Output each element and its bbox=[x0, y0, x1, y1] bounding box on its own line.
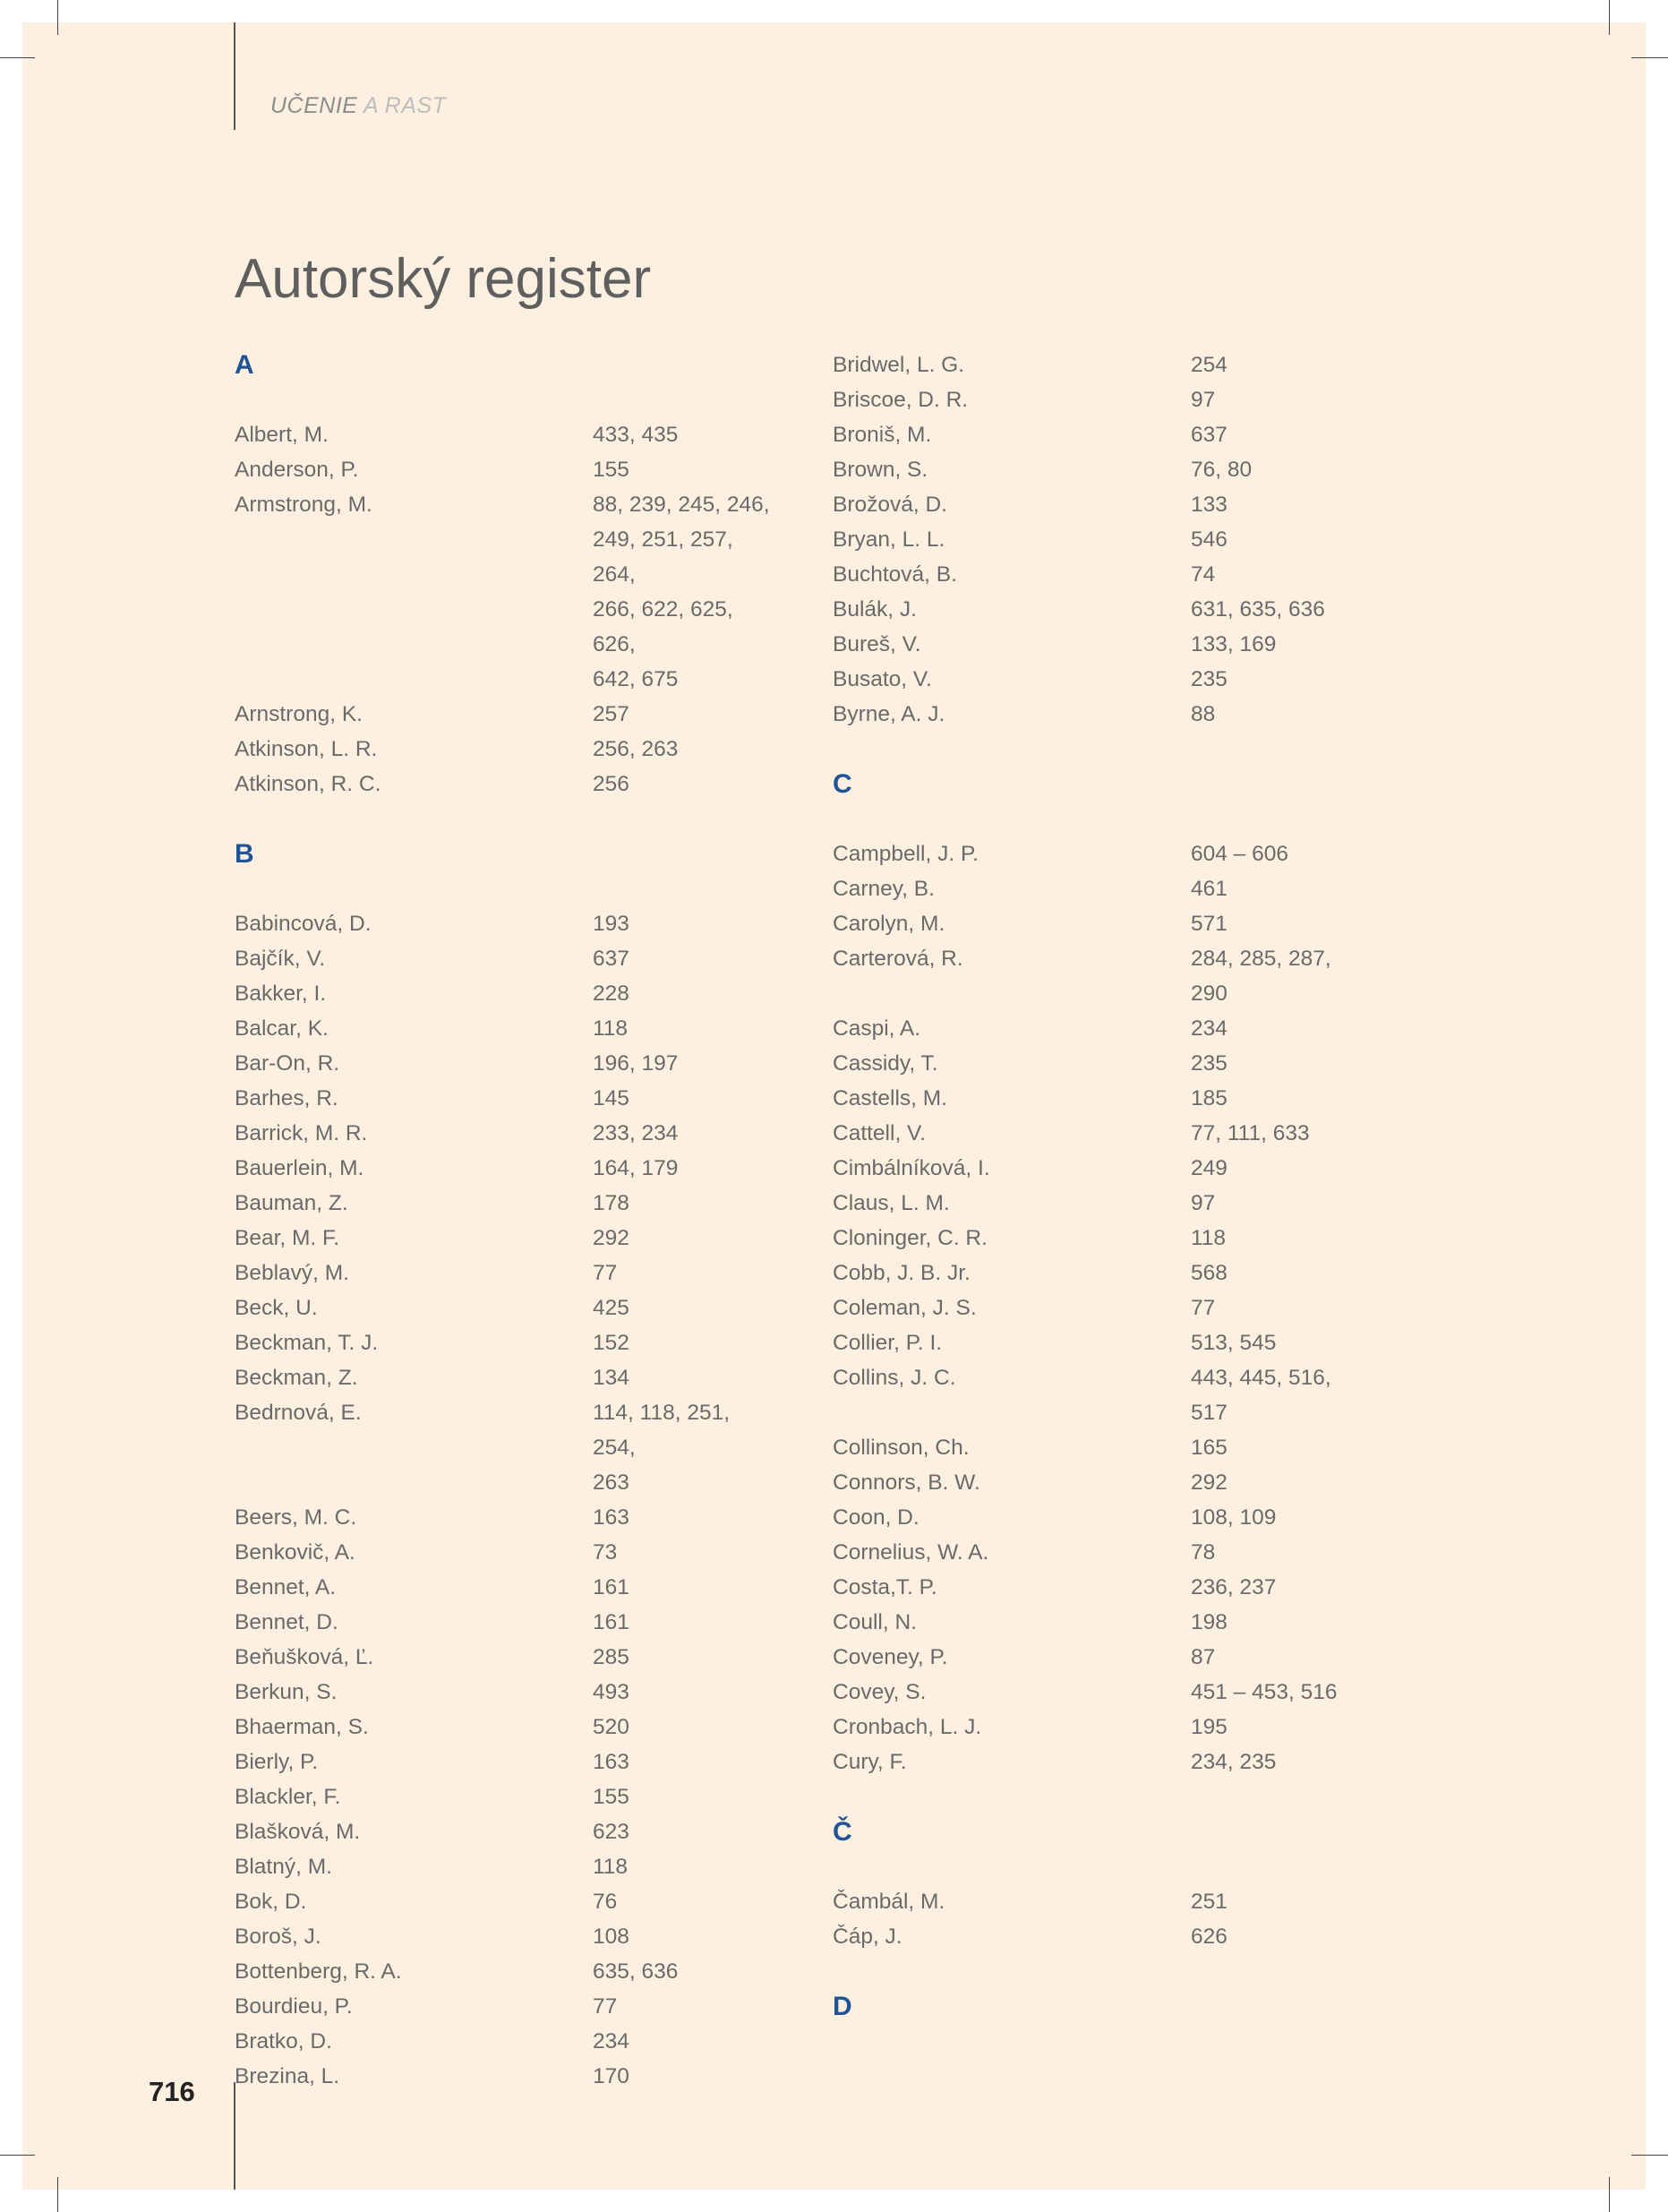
page-references: 163 bbox=[593, 1505, 629, 1530]
page-references: 178 bbox=[593, 1191, 629, 1215]
page-references: 170 bbox=[593, 2064, 629, 2088]
crop-mark bbox=[1609, 2177, 1610, 2212]
index-entry bbox=[235, 1640, 772, 1675]
author-name: Collinson, Ch. bbox=[833, 1436, 970, 1460]
index-entry bbox=[235, 417, 772, 452]
page-references: 118 bbox=[593, 1855, 629, 1879]
index-entry bbox=[833, 697, 1370, 732]
page-references: 443, 445, 516, 517 bbox=[1191, 1366, 1331, 1425]
page-references: 234 bbox=[593, 2029, 629, 2053]
author-name: Broniš, M. bbox=[833, 423, 932, 447]
author-name: Cimbálníková, I. bbox=[833, 1156, 990, 1180]
index-entry bbox=[235, 1814, 772, 1849]
page-references: 631, 635, 636 bbox=[1191, 597, 1325, 622]
author-name: Boroš, J. bbox=[235, 1925, 321, 1949]
author-name: Bierly, P. bbox=[235, 1750, 319, 1774]
page-references: 292 bbox=[1191, 1470, 1227, 1495]
author-name: Beňušková, Ľ. bbox=[235, 1645, 374, 1669]
author-name: Bourdieu, P. bbox=[235, 1994, 353, 2019]
author-name: Armstrong, M. bbox=[235, 493, 372, 517]
author-name: Connors, B. W. bbox=[833, 1470, 980, 1495]
index-section bbox=[833, 767, 1370, 1779]
page-references: 637 bbox=[593, 947, 629, 971]
page-references: 145 bbox=[593, 1086, 629, 1110]
right-column bbox=[833, 347, 1370, 2059]
running-head-sub: A RAST bbox=[357, 93, 447, 118]
index-entry bbox=[235, 2024, 772, 2059]
index-entry bbox=[235, 2059, 772, 2094]
author-name: Bryan, L. L. bbox=[833, 527, 945, 552]
page-references: 134 bbox=[593, 1366, 629, 1390]
index-entry bbox=[833, 1535, 1370, 1570]
page-references: 285 bbox=[593, 1645, 629, 1669]
index-entry bbox=[833, 1011, 1370, 1046]
crop-mark bbox=[57, 2177, 58, 2212]
index-entry bbox=[235, 1290, 772, 1325]
header-rule bbox=[234, 22, 235, 130]
page-references: 88 bbox=[1191, 702, 1216, 726]
index-entry bbox=[235, 1395, 772, 1500]
author-name: Cloninger, C. R. bbox=[833, 1226, 988, 1250]
page-references: 88, 239, 245, 246, 249, 251, 257, 264, 266, 622, 625, 626, 642, 675 bbox=[593, 493, 770, 691]
author-name: Carney, B. bbox=[833, 877, 935, 901]
index-entry bbox=[833, 1570, 1370, 1605]
author-name: Coon, D. bbox=[833, 1505, 920, 1530]
author-name: Cury, F. bbox=[833, 1750, 907, 1774]
page-references: 568 bbox=[1191, 1261, 1227, 1285]
page-references: 234 bbox=[1191, 1016, 1227, 1041]
index-entry bbox=[833, 1151, 1370, 1186]
author-name: Cornelius, W. A. bbox=[833, 1540, 989, 1565]
index-entry bbox=[833, 487, 1370, 522]
page-references: 236, 237 bbox=[1191, 1575, 1277, 1599]
index-entry bbox=[235, 697, 772, 732]
page-references: 77 bbox=[1191, 1296, 1216, 1320]
page-references: 513, 545 bbox=[1191, 1331, 1277, 1355]
author-name: Anderson, P. bbox=[235, 458, 359, 482]
index-section bbox=[833, 1814, 1370, 1954]
author-name: Beckman, T. J. bbox=[235, 1331, 379, 1355]
index-entry bbox=[235, 1221, 772, 1256]
page-references: 77 bbox=[593, 1261, 618, 1285]
author-name: Buchtová, B. bbox=[833, 562, 957, 587]
index-entry bbox=[833, 1710, 1370, 1745]
running-head-main: UČENIE bbox=[270, 93, 358, 118]
index-entry bbox=[235, 1325, 772, 1360]
index-entry bbox=[833, 1186, 1370, 1221]
index-entry bbox=[833, 1884, 1370, 1919]
page-references: 234, 235 bbox=[1191, 1750, 1277, 1774]
author-name: Collier, P. I. bbox=[833, 1331, 943, 1355]
page-references: 185 bbox=[1191, 1086, 1227, 1110]
author-name: Covey, S. bbox=[833, 1680, 927, 1704]
author-name: Bauman, Z. bbox=[235, 1191, 348, 1215]
index-entry bbox=[833, 1290, 1370, 1325]
crop-mark bbox=[57, 0, 58, 35]
author-name: Busato, V. bbox=[833, 667, 932, 691]
index-entry bbox=[235, 976, 772, 1011]
index-entry bbox=[235, 1605, 772, 1640]
author-name: Carolyn, M. bbox=[833, 912, 945, 936]
index-section bbox=[833, 1989, 1370, 2024]
index-entry bbox=[235, 732, 772, 767]
index-entry bbox=[235, 1360, 772, 1395]
author-name: Albert, M. bbox=[235, 423, 329, 447]
page-references: 256 bbox=[593, 772, 629, 796]
index-entry bbox=[235, 1884, 772, 1919]
index-entry bbox=[833, 1116, 1370, 1151]
author-name: Bok, D. bbox=[235, 1890, 307, 1914]
author-name: Brezina, L. bbox=[235, 2064, 340, 2088]
page-references: 165 bbox=[1191, 1436, 1227, 1460]
index-entry bbox=[833, 1256, 1370, 1290]
page-references: 97 bbox=[1191, 388, 1216, 412]
page-references: 235 bbox=[1191, 1051, 1227, 1076]
page-references: 155 bbox=[593, 1785, 629, 1809]
index-entry bbox=[833, 627, 1370, 662]
index-entry bbox=[833, 1325, 1370, 1360]
page-references: 133 bbox=[1191, 493, 1227, 517]
page-references: 161 bbox=[593, 1610, 629, 1634]
author-name: Cronbach, L. J. bbox=[833, 1715, 982, 1739]
page-references: 114, 118, 251, 254, 263 bbox=[593, 1401, 731, 1495]
author-name: Byrne, A. J. bbox=[833, 702, 945, 726]
page-references: 133, 169 bbox=[1191, 632, 1277, 656]
index-entry bbox=[833, 662, 1370, 697]
index-entry bbox=[833, 382, 1370, 417]
page-references: 425 bbox=[593, 1296, 629, 1320]
page-references: 284, 285, 287, 290 bbox=[1191, 947, 1331, 1006]
index-entry bbox=[833, 1046, 1370, 1081]
author-name: Bennet, A. bbox=[235, 1575, 337, 1599]
author-name: Barhes, R. bbox=[235, 1086, 338, 1110]
page-references: 635, 636 bbox=[593, 1959, 679, 1984]
index-entry bbox=[833, 906, 1370, 941]
author-name: Blatný, M. bbox=[235, 1855, 332, 1879]
page-references: 73 bbox=[593, 1540, 618, 1565]
crop-mark bbox=[1631, 57, 1668, 58]
left-column bbox=[235, 347, 772, 2129]
author-name: Bajčík, V. bbox=[235, 947, 326, 971]
page-references: 161 bbox=[593, 1575, 629, 1599]
author-name: Atkinson, R. C. bbox=[235, 772, 381, 796]
index-entry bbox=[833, 1675, 1370, 1710]
author-name: Carterová, R. bbox=[833, 947, 963, 971]
page-references: 251 bbox=[1191, 1890, 1227, 1914]
page-references: 520 bbox=[593, 1715, 629, 1739]
author-name: Costa,T. P. bbox=[833, 1575, 937, 1599]
crop-mark bbox=[1609, 0, 1610, 35]
page-references: 74 bbox=[1191, 562, 1216, 587]
author-name: Čambál, M. bbox=[833, 1890, 945, 1914]
index-entry bbox=[833, 592, 1370, 627]
crop-mark bbox=[0, 57, 35, 58]
index-entry bbox=[235, 1500, 772, 1535]
author-name: Coull, N. bbox=[833, 1610, 917, 1634]
page-references: 195 bbox=[1191, 1715, 1227, 1739]
page-references: 461 bbox=[1191, 877, 1227, 901]
author-name: Bulák, J. bbox=[833, 597, 917, 622]
index-entry bbox=[833, 1221, 1370, 1256]
page-references: 249 bbox=[1191, 1156, 1227, 1180]
page-references: 163 bbox=[593, 1750, 629, 1774]
author-name: Babincová, D. bbox=[235, 912, 372, 936]
page-references: 256, 263 bbox=[593, 737, 679, 761]
index-entry bbox=[833, 1500, 1370, 1535]
page-references: 155 bbox=[593, 458, 629, 482]
page-references: 493 bbox=[593, 1680, 629, 1704]
page-references: 604 – 606 bbox=[1191, 842, 1288, 866]
author-name: Barrick, M. R. bbox=[235, 1121, 368, 1145]
index-entry bbox=[235, 767, 772, 802]
index-entry bbox=[833, 1465, 1370, 1500]
page-references: 196, 197 bbox=[593, 1051, 679, 1076]
author-name: Beblavý, M. bbox=[235, 1261, 349, 1285]
section-letter: Č bbox=[833, 1817, 852, 1847]
crop-mark bbox=[1631, 2155, 1668, 2156]
author-name: Benkovič, A. bbox=[235, 1540, 355, 1565]
page-references: 546 bbox=[1191, 527, 1227, 552]
crop-mark bbox=[0, 2155, 35, 2156]
author-name: Beck, U. bbox=[235, 1296, 318, 1320]
index-entry bbox=[833, 347, 1370, 382]
author-name: Briscoe, D. R. bbox=[833, 388, 969, 412]
index-entry bbox=[833, 522, 1370, 557]
page-references: 77 bbox=[593, 1994, 618, 2019]
page-references: 118 bbox=[593, 1016, 629, 1041]
author-name: Blašková, M. bbox=[235, 1820, 361, 1844]
author-name: Bratko, D. bbox=[235, 2029, 332, 2053]
section-letter: A bbox=[235, 350, 254, 380]
author-name: Castells, M. bbox=[833, 1086, 947, 1110]
author-name: Bennet, D. bbox=[235, 1610, 338, 1634]
author-name: Brown, S. bbox=[833, 458, 928, 482]
index-entry bbox=[235, 1081, 772, 1116]
author-name: Čáp, J. bbox=[833, 1925, 902, 1949]
index-entry bbox=[833, 1919, 1370, 1954]
author-name: Bhaerman, S. bbox=[235, 1715, 369, 1739]
author-name: Arnstrong, K. bbox=[235, 702, 363, 726]
index-entry bbox=[833, 1081, 1370, 1116]
page-references: 571 bbox=[1191, 912, 1227, 936]
page-references: 77, 111, 633 bbox=[1191, 1121, 1310, 1145]
index-entry bbox=[235, 1151, 772, 1186]
index-entry bbox=[235, 1116, 772, 1151]
index-entry bbox=[833, 1430, 1370, 1465]
index-entry bbox=[235, 1570, 772, 1605]
index-entry bbox=[235, 1745, 772, 1779]
section-letter: B bbox=[235, 839, 254, 869]
page-references: 108, 109 bbox=[1191, 1505, 1277, 1530]
index-entry bbox=[235, 1046, 772, 1081]
page-references: 87 bbox=[1191, 1645, 1216, 1669]
index-entry bbox=[235, 452, 772, 487]
author-name: Caspi, A. bbox=[833, 1016, 921, 1041]
author-name: Coveney, P. bbox=[833, 1645, 948, 1669]
page-references: 626 bbox=[1191, 1925, 1227, 1949]
section-letter: C bbox=[833, 769, 852, 799]
page-references: 228 bbox=[593, 982, 629, 1006]
author-name: Bridwel, L. G. bbox=[833, 353, 965, 377]
index-entry bbox=[235, 1779, 772, 1814]
author-name: Cobb, J. B. Jr. bbox=[833, 1261, 971, 1285]
index-entry bbox=[235, 1011, 772, 1046]
author-name: Bar-On, R. bbox=[235, 1051, 340, 1076]
index-entry bbox=[833, 1605, 1370, 1640]
index-entry bbox=[235, 906, 772, 941]
index-entry bbox=[235, 1989, 772, 2024]
page-number: 716 bbox=[149, 2076, 195, 2107]
author-name: Bedrnová, E. bbox=[235, 1401, 362, 1425]
author-name: Bear, M. F. bbox=[235, 1226, 340, 1250]
author-name: Bottenberg, R. A. bbox=[235, 1959, 402, 1984]
index-entry bbox=[833, 871, 1370, 906]
page-references: 433, 435 bbox=[593, 423, 679, 447]
page-references: 198 bbox=[1191, 1610, 1227, 1634]
author-name: Cassidy, T. bbox=[833, 1051, 938, 1076]
author-name: Bakker, I. bbox=[235, 982, 327, 1006]
index-entry bbox=[833, 1360, 1370, 1430]
author-name: Blackler, F. bbox=[235, 1785, 341, 1809]
index-entry bbox=[833, 1640, 1370, 1675]
page-references: 235 bbox=[1191, 667, 1227, 691]
index-entry bbox=[235, 1954, 772, 1989]
index-entry bbox=[833, 836, 1370, 871]
page-references: 76, 80 bbox=[1191, 458, 1253, 482]
index-entry bbox=[235, 1710, 772, 1745]
index-entry bbox=[235, 1849, 772, 1884]
index-entry bbox=[235, 941, 772, 976]
index-entry bbox=[833, 1745, 1370, 1779]
author-name: Beers, M. C. bbox=[235, 1505, 357, 1530]
author-name: Atkinson, L. R. bbox=[235, 737, 378, 761]
page-references: 78 bbox=[1191, 1540, 1216, 1565]
page-references: 451 – 453, 516 bbox=[1191, 1680, 1338, 1704]
page-title: Autorský register bbox=[235, 248, 652, 310]
section-letter: D bbox=[833, 1992, 852, 2021]
index-entry bbox=[235, 1919, 772, 1954]
index-entry bbox=[235, 1256, 772, 1290]
page-references: 118 bbox=[1191, 1226, 1227, 1250]
page-references: 108 bbox=[593, 1925, 629, 1949]
running-head bbox=[270, 93, 446, 119]
page-references: 193 bbox=[593, 912, 629, 936]
index-entry bbox=[833, 941, 1370, 1011]
index-entry bbox=[235, 1535, 772, 1570]
author-name: Berkun, S. bbox=[235, 1680, 338, 1704]
index-entry bbox=[235, 1186, 772, 1221]
index-entry bbox=[833, 557, 1370, 592]
page-references: 76 bbox=[593, 1890, 618, 1914]
page-references: 254 bbox=[1191, 353, 1227, 377]
page-references: 233, 234 bbox=[593, 1121, 679, 1145]
page-references: 97 bbox=[1191, 1191, 1216, 1215]
index-entry bbox=[235, 487, 772, 697]
page-references: 292 bbox=[593, 1226, 629, 1250]
author-name: Bauerlein, M. bbox=[235, 1156, 364, 1180]
author-name: Collins, J. C. bbox=[833, 1366, 956, 1390]
index-section bbox=[235, 836, 772, 2094]
author-name: Beckman, Z. bbox=[235, 1366, 358, 1390]
index-entry bbox=[833, 452, 1370, 487]
page-references: 164, 179 bbox=[593, 1156, 679, 1180]
index-section bbox=[833, 347, 1370, 732]
index-entry bbox=[833, 417, 1370, 452]
author-name: Bureš, V. bbox=[833, 632, 921, 656]
author-name: Campbell, J. P. bbox=[833, 842, 979, 866]
index-section bbox=[235, 347, 772, 802]
author-name: Balcar, K. bbox=[235, 1016, 329, 1041]
author-name: Cattell, V. bbox=[833, 1121, 926, 1145]
author-name: Brožová, D. bbox=[833, 493, 947, 517]
index-entry bbox=[235, 1675, 772, 1710]
page-references: 637 bbox=[1191, 423, 1227, 447]
page-references: 623 bbox=[593, 1820, 629, 1844]
page-references: 152 bbox=[593, 1331, 629, 1355]
page-references: 257 bbox=[593, 702, 629, 726]
author-name: Claus, L. M. bbox=[833, 1191, 950, 1215]
author-name: Coleman, J. S. bbox=[833, 1296, 977, 1320]
